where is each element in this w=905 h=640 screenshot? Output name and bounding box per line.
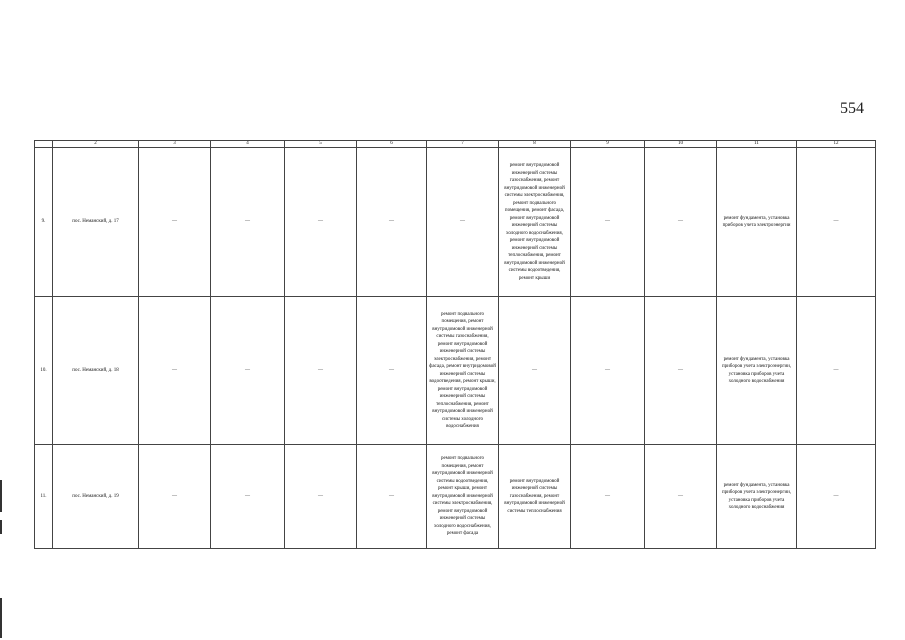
column-header: 6 [357,141,427,148]
works-cell [499,148,571,297]
empty-value-cell: — [571,297,645,445]
column-header: 12 [797,141,876,148]
scan-artifact-line [0,520,2,534]
column-header: 3 [139,141,211,148]
works-text: ремонт подвального помещения, ремонт внутридомовой инженерной системы газоснабжения, ремонт внутридомовой инженерной системы электроснабжения, ремонт фасада, ремонт внутридомовой инженерной системы водоотведения, ремонт крыши, ремонт внутридомовой инженерной системы теплоснабжения, ремонт внутридомовой инженерной системы холодного водоснабжения [429,311,496,429]
empty-value-cell: — [645,445,717,549]
empty-value-cell: — [211,148,285,297]
empty-value-cell: — [645,148,717,297]
row-number: 11. [35,445,53,549]
empty-value-cell: — [211,297,285,445]
table-row [35,148,876,297]
empty-value-cell: — [357,445,427,549]
works-text: ремонт внутридомовой инженерной системы газоснабжения, ремонт внутридомовой инженерной системы электроснабжения, ремонт подвального помещения, ремонт фасада, ремонт внутридомовой инженерной системы холодного водоснабжения, ремонт внутридомовой инженерной системы теплоснабжения, ремонт внутридомовой инженерной системы водоотведения, ремонт крыши [504,163,565,281]
page-number: 554 [840,100,864,117]
column-header: 8 [499,141,571,148]
empty-value-cell: — [139,445,211,549]
column-header: 10 [645,141,717,148]
works-cell [717,148,797,297]
empty-value-cell: — [211,445,285,549]
empty-value-cell: — [499,297,571,445]
scan-artifact-line [0,598,2,638]
empty-value-cell: — [571,445,645,549]
column-header: 2 [53,141,139,148]
works-text: ремонт фундамента, установка приборов учета электроэнергии, установка приборов учета холодного водоснабжения [721,482,792,510]
column-header: 5 [285,141,357,148]
works-text: ремонт фундамента, установка приборов учета электроэнергии [722,215,791,228]
column-header [35,141,53,148]
empty-value-cell: — [285,148,357,297]
address-cell: пос. Неманский, д. 17 [53,148,139,297]
empty-value-cell: — [427,148,499,297]
empty-value-cell: — [357,297,427,445]
empty-value-cell: — [797,297,876,445]
empty-value-cell: — [571,148,645,297]
column-number-row [35,141,876,148]
works-cell [499,445,571,549]
repair-works-table [34,140,876,549]
empty-value-cell: — [645,297,717,445]
row-number: 9. [35,148,53,297]
row-number: 10. [35,297,53,445]
works-cell [427,445,499,549]
empty-value-cell: — [285,297,357,445]
works-cell [427,297,499,445]
empty-value-cell: — [797,445,876,549]
column-header: 4 [211,141,285,148]
works-text: ремонт фундамента, установка приборов учета электроэнергии, установка приборов учета холодного водоснабжения [721,356,792,384]
works-cell [717,445,797,549]
empty-value-cell: — [139,297,211,445]
empty-value-cell: — [139,148,211,297]
empty-value-cell: — [285,445,357,549]
table-row [35,445,876,549]
address-cell: пос. Неманский, д. 18 [53,297,139,445]
address-cell: пос. Неманский, д. 19 [53,445,139,549]
works-cell [717,297,797,445]
empty-value-cell: — [797,148,876,297]
table-row [35,297,876,445]
scan-artifact-line [0,480,2,512]
empty-value-cell: — [357,148,427,297]
column-header: 7 [427,141,499,148]
works-text: ремонт подвального помещения, ремонт внутридомовой инженерной системы водоотведения, ремонт крыши, ремонт внутридомовой инженерной системы электроснабжения, ремонт внутридомовой инженерной системы холодного водоснабжения, ремонт фасада [432,456,493,537]
column-header: 9 [571,141,645,148]
column-header: 11 [717,141,797,148]
works-text: ремонт внутридомовой инженерной системы газоснабжения, ремонт внутридомовой инженерной системы теплоснабжения [504,478,565,514]
